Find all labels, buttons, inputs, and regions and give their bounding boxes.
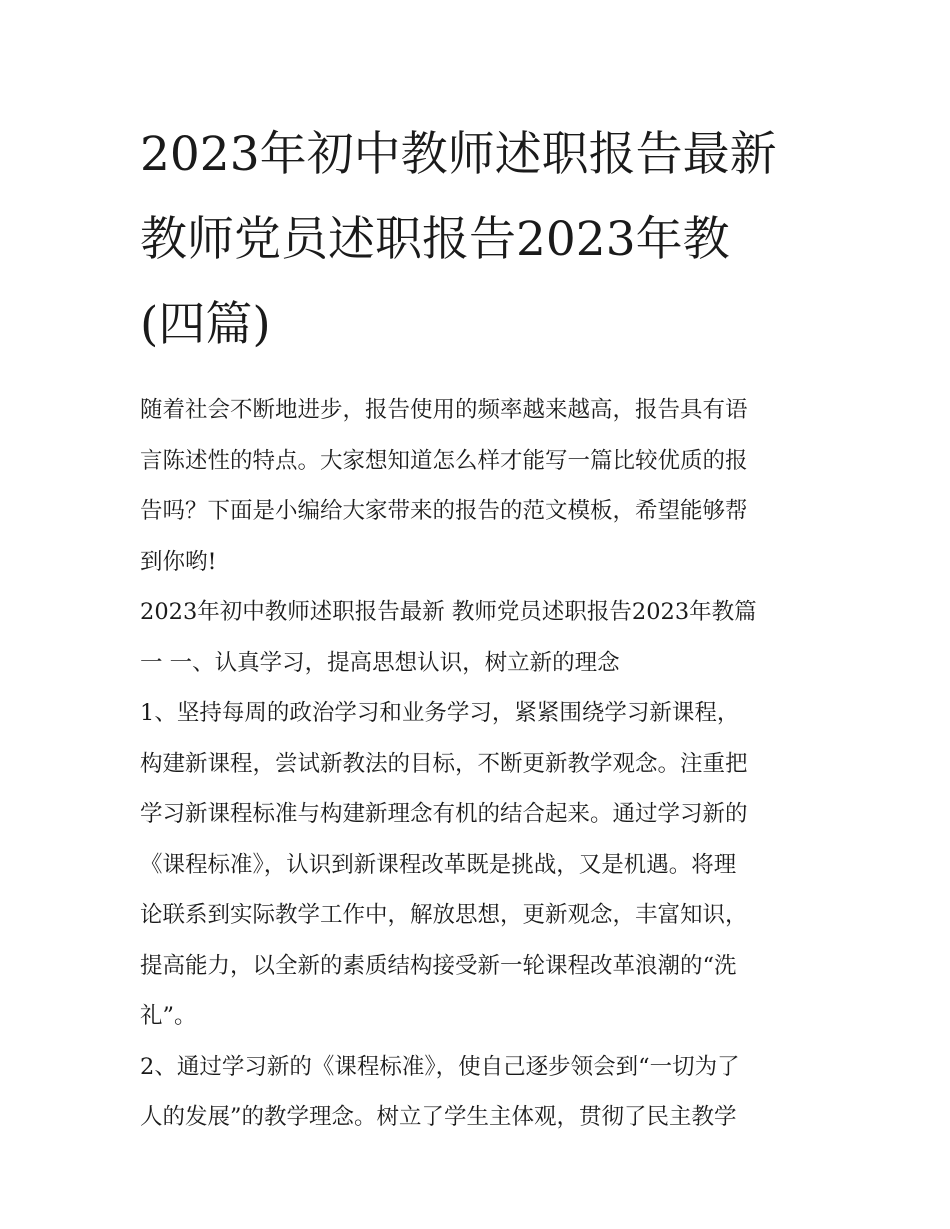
item-1-line: 1、坚持每周的政治学习和业务学习，紧紧围绕学习新课程， <box>140 700 740 726</box>
item-1-line: 礼”。 <box>140 1003 197 1029</box>
intro-line: 告吗？下面是小编给大家带来的报告的范文模板，希望能够帮 <box>140 498 748 524</box>
item-2-line: 人的发展”的教学理念。树立了学生主体观，贯彻了民主教学 <box>140 1104 737 1130</box>
body-text <box>140 385 812 1143</box>
intro-line: 到你哟! <box>140 548 217 575</box>
title-line: 2023年初中教师述职报告最新 <box>140 127 777 182</box>
intro-line: 言陈述性的特点。大家想知道怎么样才能写一篇比较优质的报 <box>140 447 748 474</box>
document-title <box>140 112 812 367</box>
item-1-line: 论联系到实际教学工作中，解放思想，更新观念，丰富知识， <box>140 902 748 928</box>
section-heading-line: 一 一、认真学习，提高思想认识，树立新的理念 <box>140 649 620 676</box>
item-2-line: 2、通过学习新的《课程标准》，使自己逐步领会到“一切为了 <box>140 1053 740 1080</box>
item-1-line: 《课程标准》，认识到新课程改革既是挑战，又是机遇。将理 <box>140 851 737 878</box>
item-1-line: 提高能力，以全新的素质结构接受新一轮课程改革浪潮的“洗 <box>140 952 737 979</box>
document-page <box>140 112 812 1143</box>
title-line: 教师党员述职报告2023年教 <box>140 212 730 267</box>
item-1-line: 构建新课程，尝试新教法的目标，不断更新教学观念。注重把 <box>140 750 748 777</box>
item-1-line: 学习新课程标准与构建新理念有机的结合起来。通过学习新的 <box>140 801 748 827</box>
intro-line: 随着社会不断地进步，报告使用的频率越来越高，报告具有语 <box>140 397 748 423</box>
section-heading-line: 2023年初中教师述职报告最新 教师党员述职报告2023年教篇 <box>140 599 757 625</box>
title-line: (四篇) <box>140 297 271 352</box>
